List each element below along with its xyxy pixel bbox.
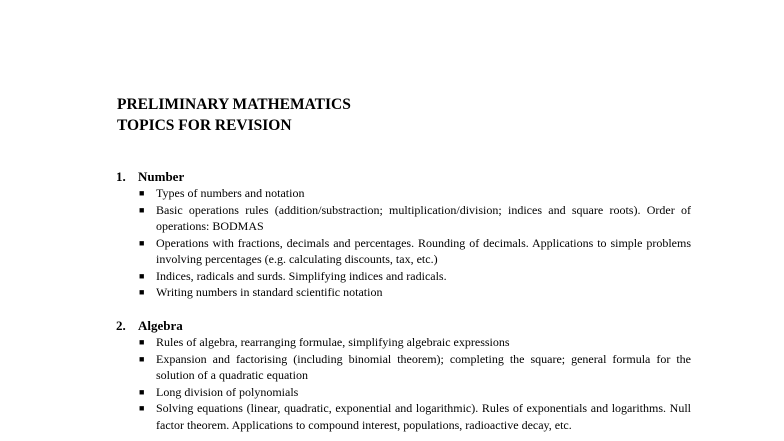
list-item [116,268,691,285]
item-text: Operations with fractions, decimals and percentages. Rounding of decimals. Applications to simple problems involving percentages (e.g. calculating discounts, tax, etc.) [156,235,691,266]
bullet-icon: ■ [139,188,145,198]
section-number [116,168,696,301]
item-text: Long division of polynomials [156,384,299,399]
list-item [116,400,691,433]
list-item [116,284,691,301]
section-algebra [116,317,696,433]
item-text: Indices, radicals and surds. Simplifying indices and radicals. [156,268,447,283]
list-item [116,185,691,202]
bullet-icon: ■ [139,270,145,281]
topic-list [116,185,696,301]
item-text: Writing numbers in standard scientific notation [156,285,383,299]
section-heading [116,168,696,185]
item-text: Types of numbers and notation [156,186,305,200]
title-line-2: TOPICS FOR REVISION [117,117,292,134]
list-item [116,334,691,351]
item-text: Rules of algebra, rearranging formulae, simplifying algebraic expressions [156,335,510,349]
list-item [116,202,691,235]
section-number-label: 2. [116,318,126,333]
section-title: Number [138,169,185,184]
item-text: Solving equations (linear, quadratic, exponential and logarithmic). Rules of exponentials and logarithms. Null factor theorem. Applications to compound interest, populations, radioactive decay, etc. [156,401,691,432]
section-heading [116,317,696,334]
list-item [116,235,691,268]
bullet-icon: ■ [139,403,145,413]
title-line-1: PRELIMINARY MATHEMATICS [117,96,351,113]
topic-list [116,334,696,433]
bullet-icon: ■ [139,337,145,347]
section-number-label: 1. [116,169,126,184]
item-text: Expansion and factorising (including binomial theorem); completing the square; general formula for the solution of a quadratic equation [156,351,691,382]
bullet-icon: ■ [139,287,145,297]
list-item [116,384,691,401]
section-title: Algebra [138,318,183,333]
list-item [116,351,691,384]
bullet-icon: ■ [139,204,145,215]
bullet-icon: ■ [139,237,145,248]
bullet-icon: ■ [139,353,145,364]
item-text: Basic operations rules (addition/substraction; multiplication/division; indices and square roots). Order of operations: BODMAS [156,202,691,233]
document-title [117,94,351,136]
bullet-icon: ■ [139,386,145,397]
